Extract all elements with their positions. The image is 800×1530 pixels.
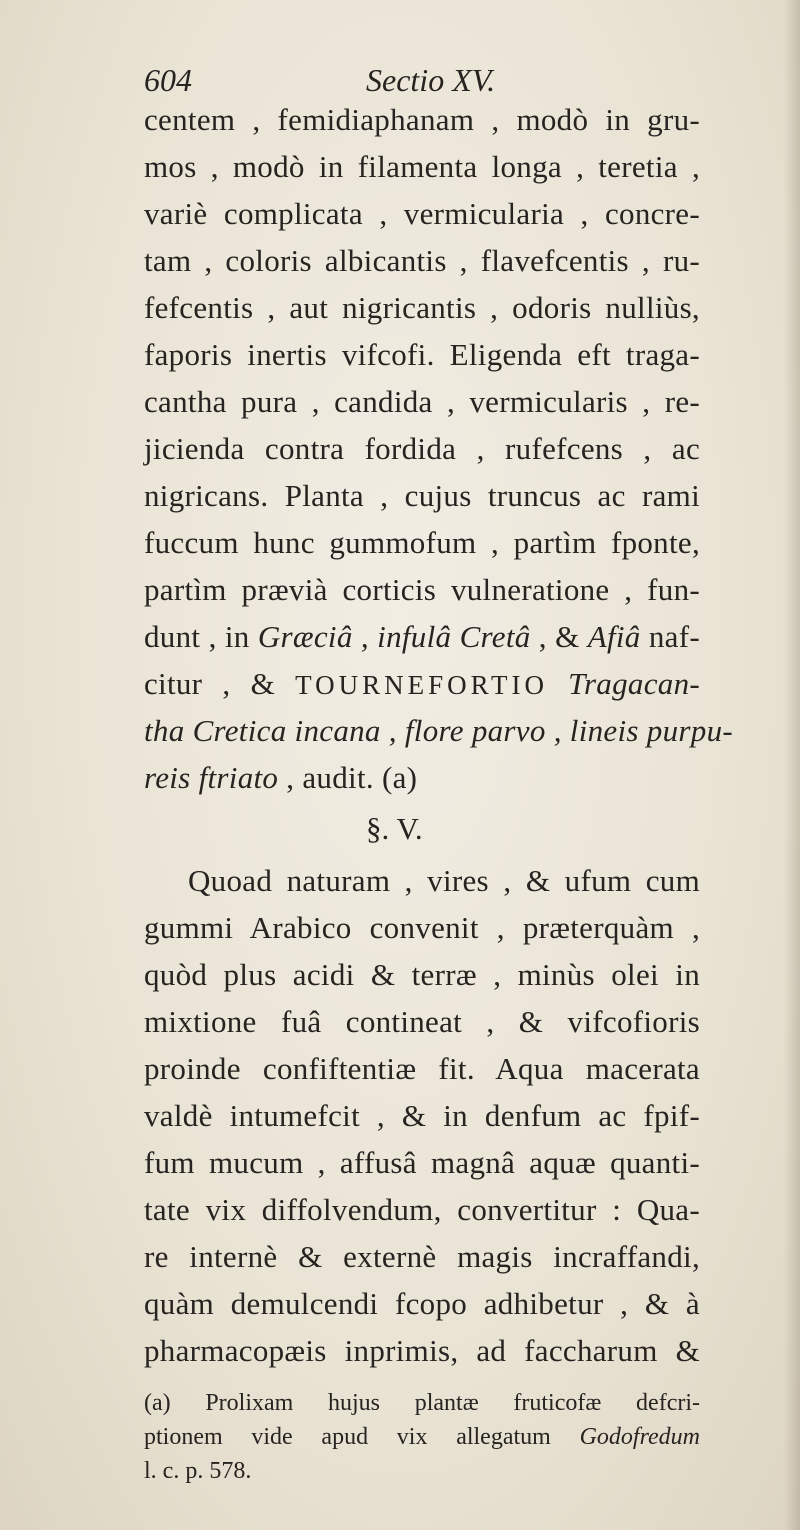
text-line: mos , modò in filamenta longa , teretia , [144,149,700,184]
text-line [144,754,700,801]
text-line: tam , coloris albicantis , flavefcentis , ru- [144,243,700,278]
text-line: variè complicata , vermicularia , concre- [144,196,700,231]
italic-plant-name: reis ftriato [144,760,279,795]
text-span: , & [530,619,588,654]
text-span: dunt , in [144,619,258,654]
italic-author-name: Godofredum [579,1424,700,1450]
text-line: quàm demulcendi fcopo adhibetur , & à [144,1286,700,1321]
text-line: gummi Arabico convenit , præterquàm , [144,910,700,945]
text-line: re internè & externè magis incraffandi, [144,1239,700,1274]
text-line: tha Cretica incana , flore parvo , lineis purpu- [144,713,733,748]
text-line: fum mucum , affusâ magnâ aquæ quanti- [144,1145,700,1180]
page-number: 604 [144,62,192,98]
italic-plant-name: Tragacan- [548,666,700,701]
text-span: , audit. (a) [278,760,418,795]
text-line [144,613,700,660]
text-line: fuccum hunc gummofum , partìm fponte, [144,525,700,560]
text-line: tate vix diffolvendum, convertitur : Qua- [144,1192,700,1227]
text-line [144,660,700,707]
text-line: fefcentis , aut nigricantis , odoris nulliùs, [144,290,700,325]
italic-place-names: Græciâ , infulâ Cretâ [257,619,531,654]
section-heading: §. V. [366,811,423,846]
running-head: Sectio XV. [366,62,496,98]
text-line: pharmacopæis inprimis, ad faccharum & [144,1333,700,1368]
text-line: proinde confiftentiæ fit. Aqua macerata [144,1051,700,1086]
text-span: naf- [640,619,700,654]
text-line: quòd plus acidi & terræ , minùs olei in [144,957,700,992]
text-line: jicienda contra fordida , rufefcens , ac [144,431,700,466]
text-line: valdè intumefcit , & in denfum ac fpif- [144,1098,700,1133]
italic-place-name: Afiâ [587,619,641,654]
text-line: cantha pura , candida , vermicularis , re- [144,384,700,419]
text-line: mixtione fuâ contineat , & vifcofioris [144,1004,700,1039]
paragraph-1 [144,96,733,801]
text-line: faporis inertis vifcofi. Eligenda eft traga- [144,337,700,372]
footnote-line [144,1420,700,1454]
footnote-line: l. c. p. 578. [144,1458,252,1484]
footnote-line: (a) Prolixam hujus plantæ fruticofæ defcri- [144,1390,700,1416]
text-line: centem , femidiaphanam , modò in gru- [144,102,700,137]
author-name-smallcaps: TOURNEFORTIO [295,670,548,700]
page-body [144,96,733,1488]
footnote [144,1386,700,1488]
text-line: partìm prævià corticis vulneratione , fun- [144,572,700,607]
paragraph-2 [144,857,700,1374]
text-span: ptionem vide apud vix allegatum [144,1424,580,1450]
text-span: citur , & [144,666,296,701]
text-line: Quoad naturam , vires , & ufum cum [188,863,700,898]
text-line: nigricans. Planta , cujus truncus ac rami [144,478,700,513]
